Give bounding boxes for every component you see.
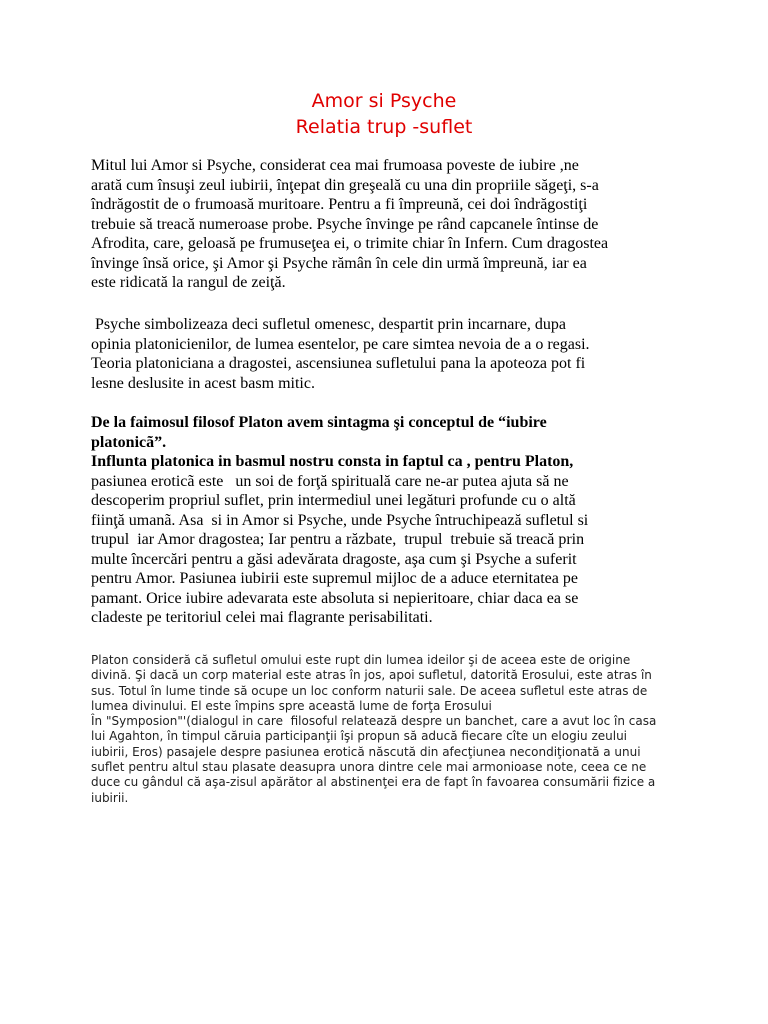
bold-text-line: De la faimosul filosof Platon avem sintagma şi conceptul de “iubire: [91, 414, 547, 431]
text-line: În "Symposion"'(dialogul in care filosoful relatează despre un banchet, care a avut loc în casa: [91, 714, 657, 729]
text-line: duce cu gândul că aşa-zisul apărător al abstinenţei era de fapt în favoarea consumării fizice a: [91, 775, 656, 790]
text-line: învinge însă orice, şi Amor şi Psyche rămân în cele din urmă împreună, iar ea: [91, 254, 587, 272]
paragraph-myth-summary: [91, 156, 691, 293]
text-line: multe încercări pentru a găsi adevărata dragoste, aşa cum şi Psyche a suferit: [91, 550, 577, 568]
document-title: [0, 88, 768, 140]
text-line: divină. Şi dacă un corp material este atras în jos, apoi sufletul, datorită Erosului, este atras în: [91, 668, 652, 683]
text-line: cladeste pe teritoriul celei mai flagrante perisabilitati.: [91, 609, 433, 626]
paragraph-platonic-love: [91, 413, 691, 628]
text-line: opinia platonicienilor, de lumea esentelor, pe care simtea nevoia de a o regasi.: [91, 335, 590, 353]
text-line: trupul iar Amor dragostea; Iar pentru a răzbate, trupul trebuie să treacă prin: [91, 531, 585, 548]
text-line: arată cum însuşi zeul iubirii, înţepat din greşeală cu una din propriile săgeţi, s-a: [91, 176, 599, 194]
bold-text-line: Influnta platonica in basmul nostru consta in faptul ca , pentru Platon,: [91, 453, 574, 470]
text-line: Mitul lui Amor si Psyche, considerat cea mai frumoasa poveste de iubire ,ne: [91, 157, 579, 174]
text-line: fiinţă umanã. Asa si in Amor si Psyche, unde Psyche întruchipează sufletul si: [91, 511, 589, 529]
text-line: lesne deslusite in acest basm mitic.: [91, 374, 315, 392]
text-line: Platon consideră că sufletul omului este rupt din lumea ideilor şi de aceea este de origine: [91, 653, 631, 667]
text-line: iubirii, Eros) pasajele despre pasiunea erotică născută din afecţiunea necondiţionată a unui: [91, 744, 641, 759]
title-line-2: Relatia trup -suflet: [295, 116, 473, 138]
text-line: pasiunea eroticã este un soi de forţă spirituală care ne-ar putea ajuta să ne: [91, 472, 569, 490]
paragraph-psyche-symbol: [91, 315, 691, 393]
text-line: Teoria platoniciana a dragostei, ascensiunea sufletului pana la apoteoza pot fi: [91, 355, 586, 372]
text-line: pamant. Orice iubire adevarata este absoluta si nepieritoare, chiar daca ea se: [91, 589, 579, 607]
text-line: descoperim propriul suflet, prin intermediul unei legături profunde cu o altă: [91, 492, 576, 509]
text-line: Afrodita, care, geloasă pe frumuseţea ei, o trimite chiar în Infern. Cum dragostea: [91, 235, 609, 252]
text-line: îndrăgostit de o frumoasă muritoare. Pentru a fi împreună, cei doi îndrăgostiţi: [91, 196, 588, 213]
text-line: lui Agahton, în timpul căruia participanţii îşi propun să aducă fiecare cîte un elogiu zeului: [91, 729, 628, 744]
text-line: este ridicată la rangul de zeiţă.: [91, 274, 286, 291]
text-line: trebuie să treacă numeroase probe. Psyche învinge pe rând capcanele întinse de: [91, 215, 599, 233]
text-line: suflet pentru altul stau plasate deasupra unora dintre cele mai armonioase note, ceea ce ne: [91, 760, 647, 775]
paragraph-platon-soul: [91, 653, 691, 806]
bold-text-line: platonicã”.: [91, 433, 167, 451]
text-line: iubirii.: [91, 790, 129, 805]
text-line: sus. Totul în lume tinde să ocupe un loc conform naturii sale. De aceea sufletul este atras de: [91, 683, 648, 698]
text-line: Psyche simbolizeaza deci sufletul omenesc, despartit prin incarnare, dupa: [91, 316, 566, 333]
text-line: lumea divinului. El este împins spre această lume de forţa Erosului: [91, 698, 492, 713]
text-line: pentru Amor. Pasiunea iubirii este supremul mijloc de a aduce eternitatea pe: [91, 570, 578, 587]
title-line-1: Amor si Psyche: [311, 90, 457, 112]
